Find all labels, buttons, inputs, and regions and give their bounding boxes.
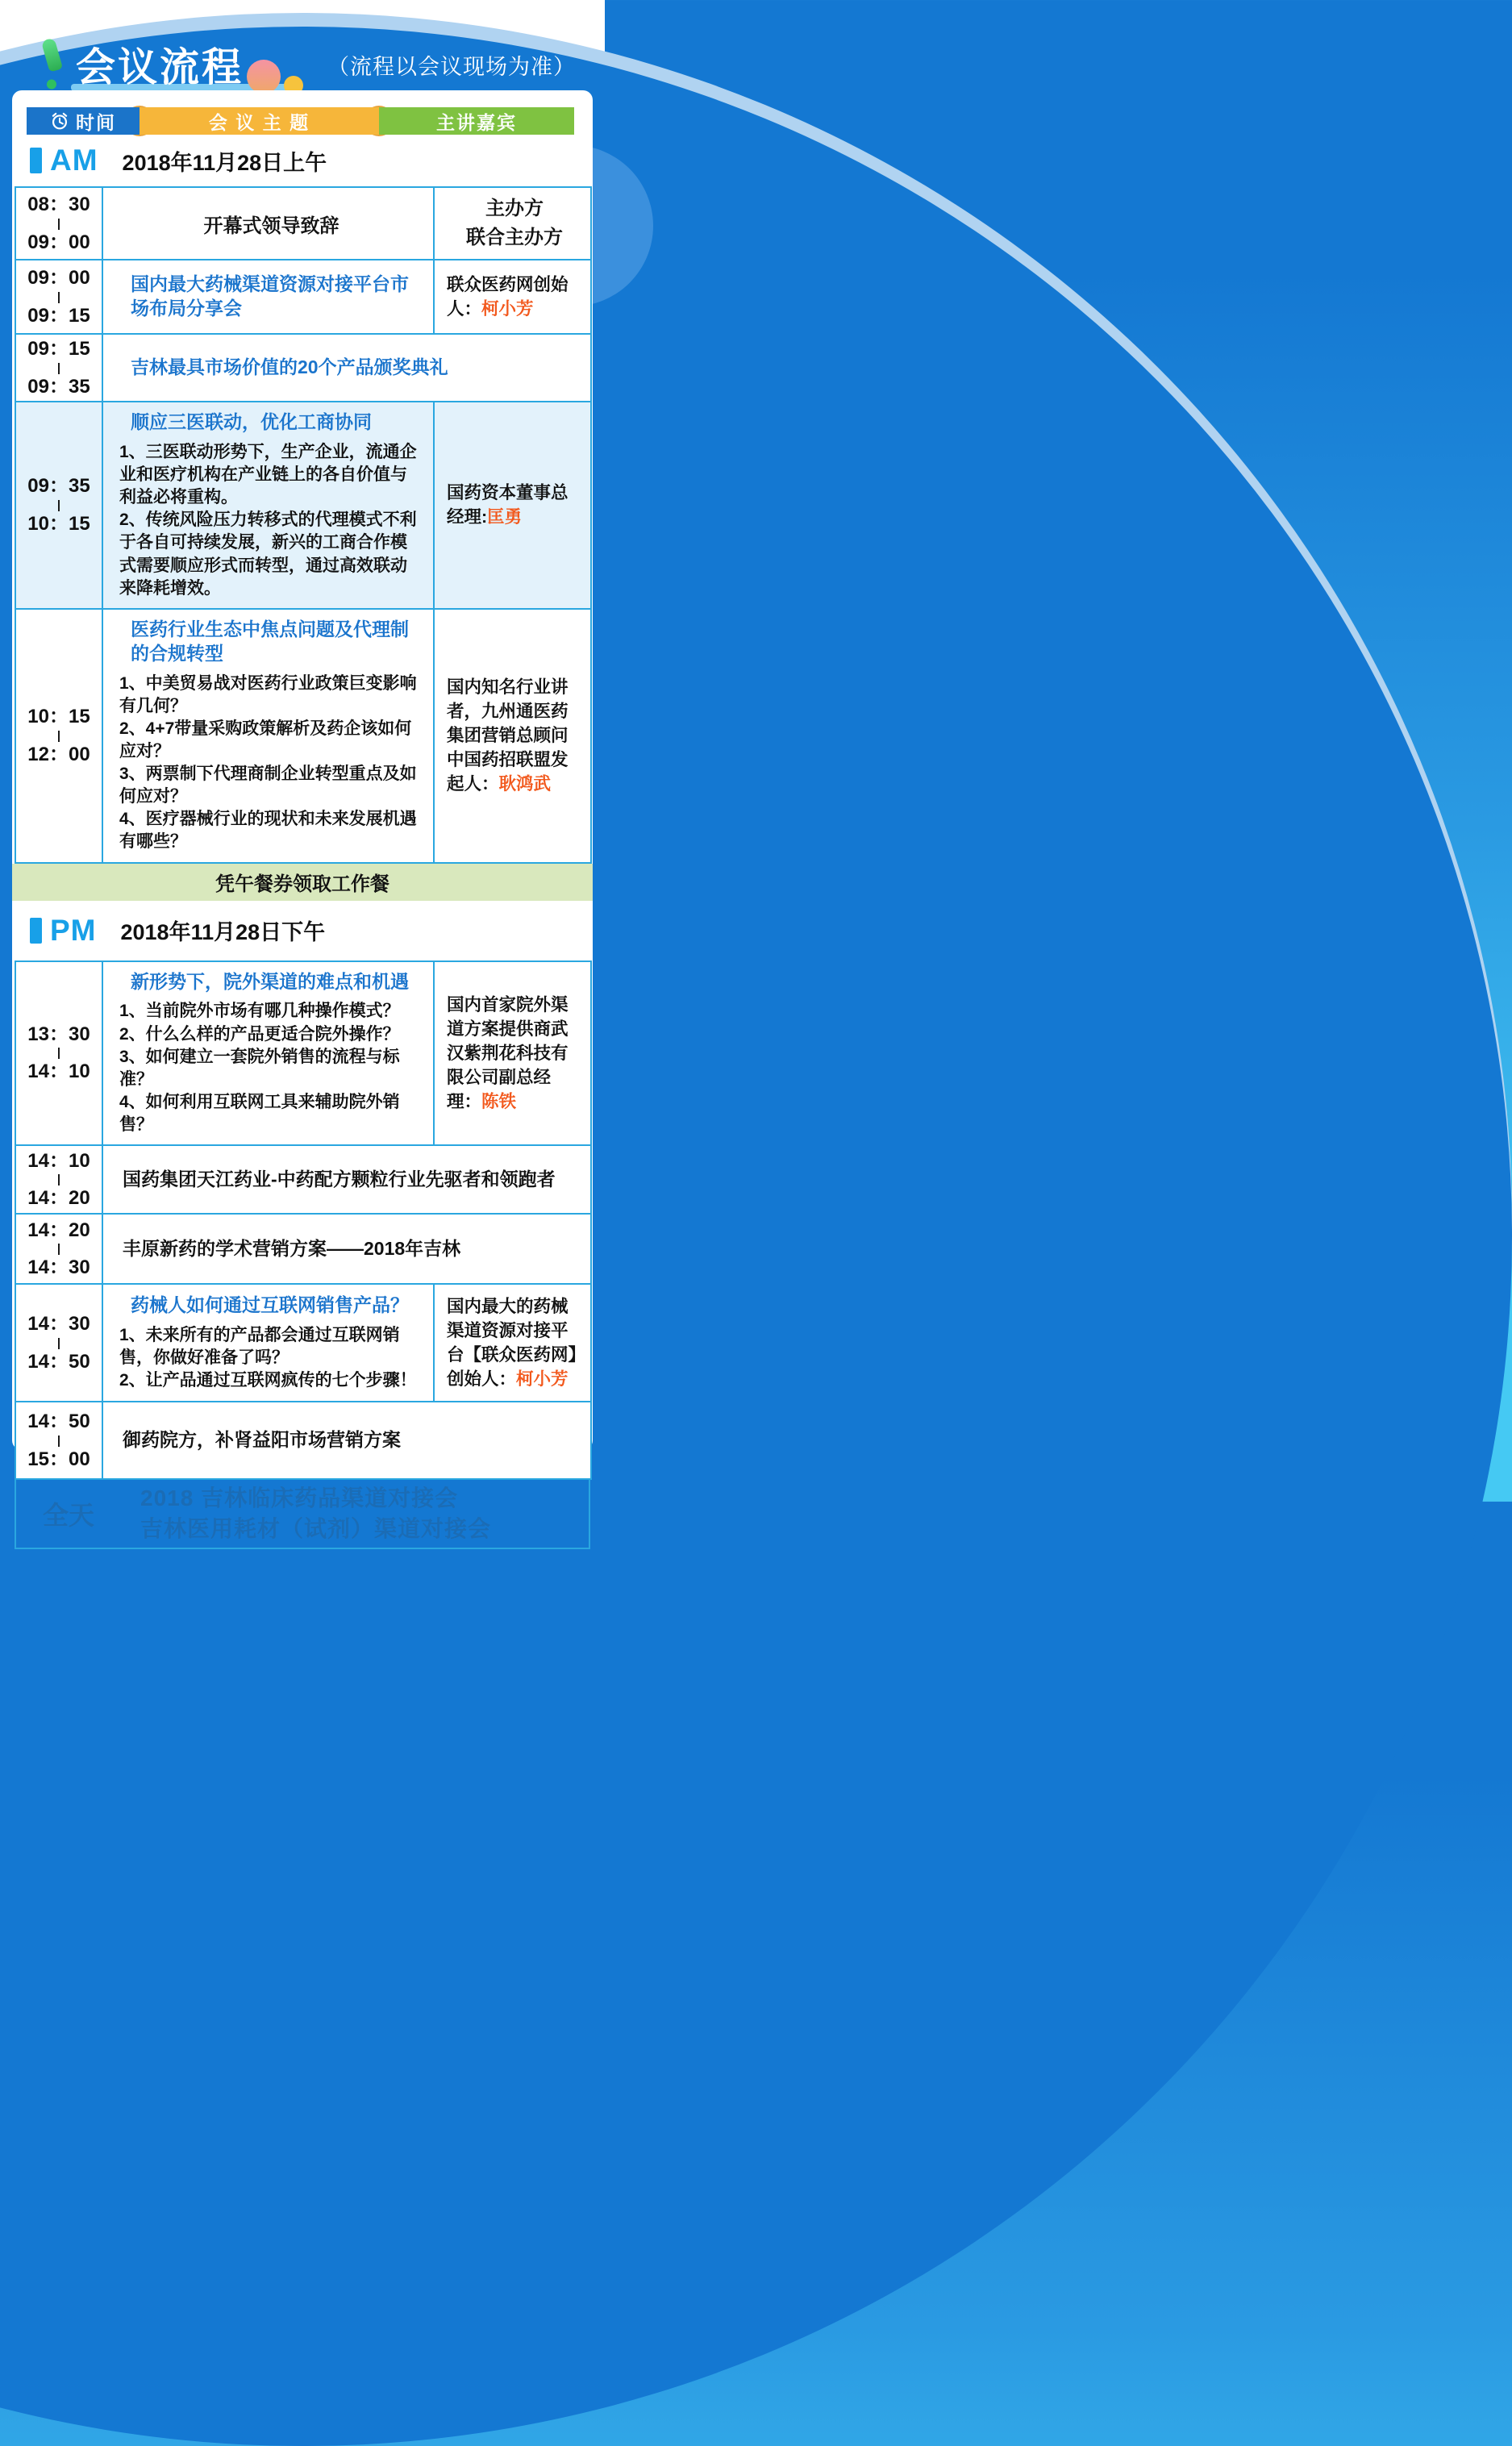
topic-detail: 2、什么么样的产品更适合院外操作？ bbox=[119, 1024, 400, 1044]
time-separator: | bbox=[56, 728, 61, 743]
speaker-text: 国药资本董事总经理:匡勇 bbox=[447, 483, 569, 527]
topic-title: 丰原新药的学术营销方案——2018年吉林 bbox=[123, 1237, 461, 1259]
time-cell bbox=[15, 334, 102, 402]
topic-cell bbox=[102, 961, 434, 1146]
topic-cell bbox=[102, 1145, 591, 1214]
time-end: 09：35 bbox=[27, 375, 90, 398]
agenda-row bbox=[15, 1145, 591, 1214]
speaker-name: 匡勇 bbox=[487, 507, 523, 527]
time-end: 09：15 bbox=[27, 304, 90, 327]
speaker-name: 柯小芳 bbox=[516, 1369, 569, 1390]
time-end: 14：10 bbox=[27, 1060, 90, 1083]
topic-cell bbox=[102, 402, 434, 609]
column-header-topic bbox=[140, 107, 379, 135]
time-start: 14：50 bbox=[27, 1411, 90, 1433]
time-separator: | bbox=[56, 1336, 61, 1350]
agenda-row bbox=[15, 961, 591, 1146]
speaker-cell bbox=[434, 961, 591, 1146]
topic-detail: 2、4+7带量采购政策解析及药企该如何应对？ bbox=[119, 719, 412, 760]
agenda-row bbox=[15, 1214, 591, 1284]
topic-title: 吉林最具市场价值的20个产品颁奖典礼 bbox=[131, 356, 448, 378]
time-cell bbox=[15, 609, 102, 863]
topic-title: 国药集团天江药业-中药配方颗粒行业先驱者和领跑者 bbox=[123, 1168, 556, 1190]
time-start: 09：00 bbox=[27, 266, 90, 289]
page-subtitle: （流程以会议现场为准） bbox=[327, 55, 577, 79]
speaker-name: 耿鸿武 bbox=[498, 774, 552, 794]
pm-agenda-table bbox=[15, 960, 592, 1481]
time-separator: | bbox=[56, 498, 61, 512]
time-end: 10：15 bbox=[27, 512, 90, 535]
all-day-row bbox=[15, 1480, 590, 1549]
time-start: 10：15 bbox=[27, 706, 90, 728]
clock-icon bbox=[50, 111, 69, 131]
topic-detail: 1、三医联动形势下，生产企业，流通企业和医疗机构在产业链上的各自价值与利益必将重构。 bbox=[119, 442, 417, 507]
time-end: 09：00 bbox=[27, 231, 90, 253]
time-cell bbox=[15, 1214, 102, 1284]
topic-detail: 3、两票制下代理商制企业转型重点及如何应对？ bbox=[119, 765, 417, 806]
topic-title: 药械人如何通过互联网销售产品？ bbox=[131, 1294, 409, 1316]
pm-marker bbox=[30, 918, 42, 944]
time-separator: | bbox=[56, 360, 61, 375]
page-title: 会议流程 bbox=[76, 46, 244, 90]
topic-detail: 3、如何建立一套院外销售的流程与标准？ bbox=[119, 1047, 400, 1089]
agenda-card bbox=[12, 90, 593, 1542]
topic-detail: 1、当前院外市场有哪几种操作模式？ bbox=[119, 1002, 400, 1021]
topic-title: 顺应三医联动，优化工商协同 bbox=[131, 411, 372, 432]
all-day-label: 全天 bbox=[42, 1501, 94, 1531]
topic-detail: 4、医疗器械行业的现状和未来发展机遇有哪些？ bbox=[119, 810, 417, 852]
all-day-event: 2018 吉林临床药品渠道对接会 bbox=[140, 1486, 459, 1511]
page-header bbox=[40, 23, 597, 90]
title-wrap bbox=[76, 47, 244, 90]
topic-cell bbox=[102, 334, 591, 402]
all-day-events bbox=[140, 1483, 491, 1544]
topic-title: 御药院方，补肾益阳市场营销方案 bbox=[123, 1429, 401, 1451]
topic-title: 新形势下，院外渠道的难点和机遇 bbox=[131, 970, 409, 992]
column-label-speaker: 主讲嘉宾 bbox=[436, 111, 517, 133]
time-start: 14：30 bbox=[27, 1313, 90, 1336]
time-start: 14：10 bbox=[27, 1149, 90, 1172]
agenda-row bbox=[15, 1284, 591, 1402]
time-separator: | bbox=[56, 1433, 61, 1448]
topic-detail: 2、传统风险压力转移式的代理模式不利于各自可持续发展，新兴的工商合作模式需要顺应形式而转型，通过高效联动来降耗增效。 bbox=[119, 510, 417, 598]
time-cell bbox=[15, 187, 102, 260]
table-column-headers bbox=[27, 107, 574, 135]
topic-title: 开幕式领导致辞 bbox=[203, 215, 339, 237]
topic-title: 医药行业生态中焦点问题及代理制的合规转型 bbox=[131, 618, 409, 664]
time-start: 13：30 bbox=[27, 1023, 90, 1045]
topic-cell bbox=[102, 1214, 591, 1284]
time-end: 12：00 bbox=[27, 743, 90, 765]
agenda-row bbox=[15, 187, 591, 260]
am-section-header bbox=[12, 135, 593, 186]
agenda-row bbox=[15, 260, 591, 334]
time-start: 09：15 bbox=[27, 337, 90, 360]
time-start: 14：20 bbox=[27, 1219, 90, 1241]
speaker-line: 联合主办方 bbox=[466, 227, 563, 248]
time-cell bbox=[15, 1402, 102, 1479]
speaker-line: 主办方 bbox=[485, 198, 544, 219]
pm-section-header bbox=[12, 901, 593, 960]
all-day-event: 吉林医用耗材（试剂）渠道对接会 bbox=[140, 1516, 492, 1542]
topic-detail: 4、如何利用互联网工具来辅助院外销售？ bbox=[119, 1092, 400, 1135]
topic-cell bbox=[102, 609, 434, 863]
time-end: 14：20 bbox=[27, 1187, 90, 1210]
time-cell bbox=[15, 1284, 102, 1402]
topic-cell bbox=[102, 1402, 591, 1479]
column-label-topic: 会 议 主 题 bbox=[208, 111, 310, 133]
time-end: 15：00 bbox=[27, 1448, 90, 1470]
speaker-cell bbox=[434, 609, 591, 863]
pm-date: 2018年11月28日下午 bbox=[120, 920, 326, 945]
speaker-cell bbox=[434, 402, 591, 609]
am-agenda-table bbox=[15, 186, 592, 864]
time-cell bbox=[15, 260, 102, 334]
agenda-row bbox=[15, 1402, 591, 1479]
am-date: 2018年11月28日上午 bbox=[122, 150, 327, 175]
topic-cell bbox=[102, 260, 434, 334]
column-label-time: 时间 bbox=[76, 111, 116, 133]
time-end: 14：50 bbox=[27, 1350, 90, 1373]
time-separator: | bbox=[56, 1242, 61, 1256]
agenda-row bbox=[15, 334, 591, 402]
time-cell bbox=[15, 402, 102, 609]
topic-cell bbox=[102, 1284, 434, 1402]
time-separator: | bbox=[56, 216, 61, 231]
speaker-name: 陈铁 bbox=[481, 1092, 517, 1111]
time-cell bbox=[15, 961, 102, 1146]
speaker-name: 柯小芳 bbox=[481, 299, 534, 319]
speaker-cell bbox=[434, 260, 591, 334]
time-separator: | bbox=[56, 1173, 61, 1187]
lunch-banner: 凭午餐券领取工作餐 bbox=[12, 864, 593, 901]
time-separator: | bbox=[56, 290, 61, 304]
speaker-cell bbox=[434, 1284, 591, 1402]
agenda-row bbox=[15, 609, 591, 863]
column-header-time bbox=[27, 107, 140, 135]
column-header-speaker bbox=[379, 107, 574, 135]
time-start: 09：35 bbox=[27, 475, 90, 498]
am-marker bbox=[30, 148, 42, 173]
topic-detail: 2、让产品通过互联网疯传的七个步骤！ bbox=[119, 1371, 417, 1390]
speaker-text: 联众医药网创始人：柯小芳 bbox=[447, 274, 569, 319]
time-start: 08：30 bbox=[27, 193, 90, 215]
time-end: 14：30 bbox=[27, 1256, 90, 1279]
speaker-cell bbox=[434, 187, 591, 260]
speaker-text: 国内知名行业讲者，九州通医药集团营销总顾问中国药招联盟发起人：耿鸿武 bbox=[447, 677, 569, 794]
time-separator: | bbox=[56, 1046, 61, 1060]
topic-detail: 1、未来所有的产品都会通过互联网销售，你做好准备了吗？ bbox=[119, 1325, 400, 1368]
topic-cell bbox=[102, 187, 434, 260]
topic-detail: 1、中美贸易战对医药行业政策巨变影响有几何？ bbox=[119, 673, 417, 715]
topic-title: 国内最大药械渠道资源对接平台市场布局分享会 bbox=[131, 273, 409, 319]
speaker-text: 国内最大的药械渠道资源对接平台【联众医药网】创始人：柯小芳 bbox=[447, 1297, 577, 1390]
time-cell bbox=[15, 1145, 102, 1214]
agenda-row bbox=[15, 402, 591, 609]
am-label: AM bbox=[50, 144, 98, 177]
speaker-text: 国内首家院外渠道方案提供商武汉紫荆花科技有限公司副总经理：陈铁 bbox=[447, 994, 569, 1111]
pm-label: PM bbox=[50, 913, 97, 947]
